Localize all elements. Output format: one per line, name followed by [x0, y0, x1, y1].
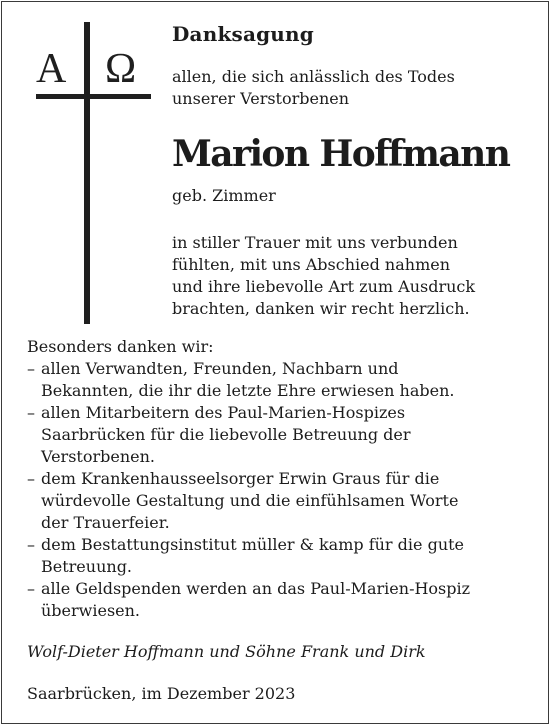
paragraph-line: und ihre liebevolle Art zum Ausdruck: [172, 277, 476, 296]
intro-line: unserer Verstorbenen: [172, 89, 350, 108]
obituary-notice: [1, 1, 549, 724]
cross-vertical-bar: [84, 22, 90, 324]
thanks-item: [27, 468, 537, 534]
cross-horizontal-bar: [36, 94, 151, 99]
thanks-item-line: allen Verwandten, Freunden, Nachbarn und: [41, 359, 399, 378]
dash-bullet: –: [27, 535, 35, 554]
thanks-item-line: der Trauerfeier.: [41, 513, 170, 532]
special-thanks-list: [27, 358, 537, 622]
dash-bullet: –: [27, 403, 35, 422]
notice-title: Danksagung: [172, 22, 314, 46]
paragraph-line: in stiller Trauer mit uns verbunden: [172, 233, 458, 252]
thanks-item: [27, 534, 537, 578]
thanks-item-line: dem Bestattungsinstitut müller & kamp für die gute: [41, 535, 465, 554]
dash-bullet: –: [27, 579, 35, 598]
omega-symbol: Ω: [105, 46, 137, 92]
intro-line: allen, die sich anlässlich des Todes: [172, 67, 455, 86]
thanks-item-line: dem Krankenhausseelsorger Erwin Graus für die: [41, 469, 440, 488]
deceased-name: Marion Hoffmann: [172, 133, 510, 175]
thanks-item-line: allen Mitarbeitern des Paul-Marien-Hospizes: [41, 403, 406, 422]
dash-bullet: –: [27, 469, 35, 488]
maiden-name: geb. Zimmer: [172, 186, 276, 205]
thanks-item-line: Verstorbenen.: [41, 447, 155, 466]
signers: Wolf-Dieter Hoffmann und Söhne Frank und Dirk: [27, 642, 426, 661]
thanks-item-line: alle Geldspenden werden an das Paul-Marien-Hospiz: [41, 579, 471, 598]
thanks-item-line: Bekannten, die ihr die letzte Ehre erwiesen haben.: [41, 381, 455, 400]
paragraph-line: brachten, danken wir recht herzlich.: [172, 299, 470, 318]
thanks-item: [27, 578, 537, 622]
special-thanks-heading: Besonders danken wir:: [27, 337, 214, 356]
thanks-item-line: Betreuung.: [41, 557, 133, 576]
thanks-item: [27, 402, 537, 468]
alpha-symbol: Α: [36, 46, 67, 92]
thanks-item-line: würdevolle Gestaltung und die einfühlsamen Worte: [41, 491, 459, 510]
intro-text: [172, 66, 455, 110]
special-thanks-section: [27, 336, 537, 622]
thanks-item: [27, 358, 537, 402]
dash-bullet: –: [27, 359, 35, 378]
thanks-paragraph: [172, 232, 475, 320]
place-and-date: Saarbrücken, im Dezember 2023: [27, 684, 296, 703]
paragraph-line: fühlten, mit uns Abschied nahmen: [172, 255, 451, 274]
thanks-item-line: Saarbrücken für die liebevolle Betreuung der: [41, 425, 411, 444]
thanks-item-line: überwiesen.: [41, 601, 141, 620]
